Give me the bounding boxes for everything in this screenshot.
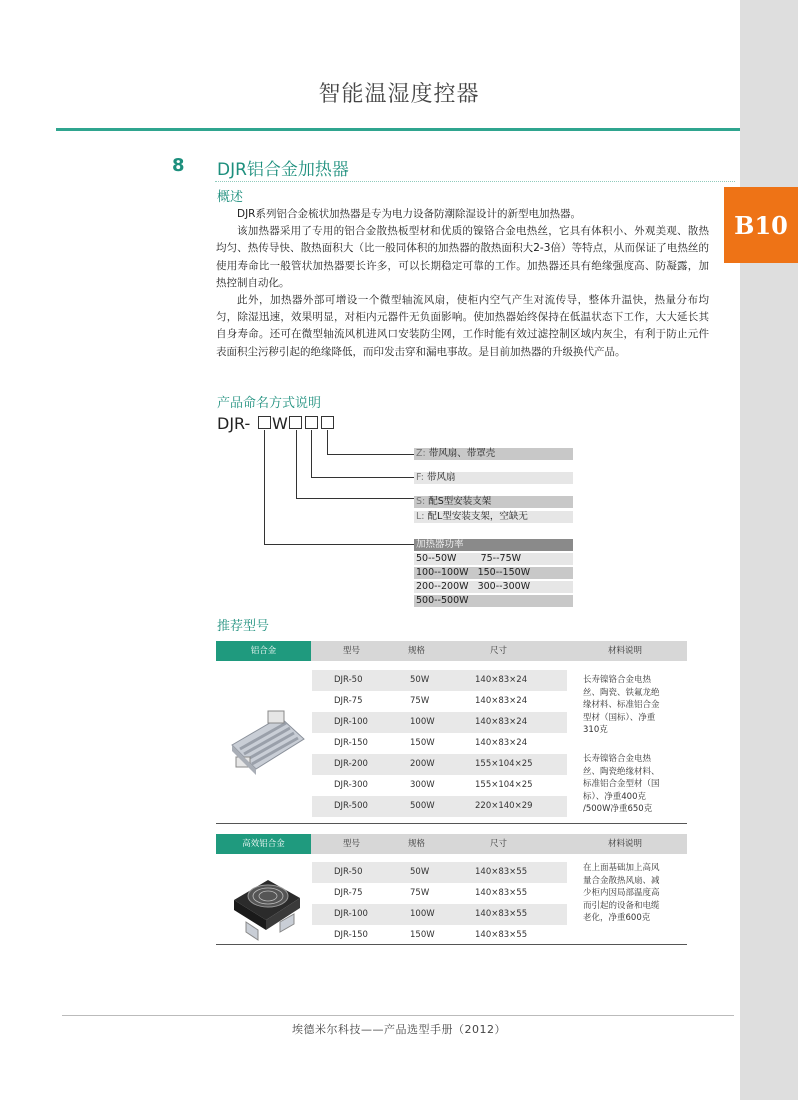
desc-line: 310克: [583, 725, 608, 735]
desc-line: 少柜内因局部温度高: [583, 888, 660, 898]
desc-line: 缘材料、标准铝合金: [583, 700, 660, 710]
option-s-letter: S:: [416, 496, 426, 507]
footer-divider: [62, 1015, 734, 1016]
material-desc: [583, 753, 683, 816]
option-f-text: 带风扇: [426, 472, 456, 483]
material-desc: [583, 862, 683, 925]
material-desc: [583, 674, 683, 737]
option-f-letter: F:: [416, 472, 424, 483]
cell-size: 140×83×24: [475, 696, 528, 706]
cell-spec: 50W: [410, 867, 430, 877]
table-row: [312, 796, 567, 817]
option-l-letter: L:: [416, 511, 425, 522]
desc-line: 在上面基础加上高风: [583, 863, 660, 873]
footer-text: 埃德米尔科技——产品选型手册（2012）: [292, 1023, 506, 1036]
section-number: 8: [172, 155, 185, 176]
table-row: [312, 775, 567, 796]
section-tag: B10: [724, 187, 798, 263]
desc-line: 标准铝合金型材（国: [583, 779, 660, 789]
col-size: 尺寸: [490, 646, 508, 656]
cell-size: 140×83×55: [475, 909, 528, 919]
code-boxes-options: [289, 416, 334, 429]
table-row: [312, 754, 567, 775]
cell-model: DJR-150: [334, 930, 368, 940]
category-label: 铝合金: [216, 641, 311, 661]
cell-size: 155×104×25: [475, 759, 533, 769]
cell-size: 140×83×24: [475, 717, 528, 727]
fan-heater-image: [228, 860, 308, 944]
naming-heading: 产品命名方式说明: [217, 396, 322, 411]
table-row: [312, 712, 567, 733]
cell-spec: 50W: [410, 675, 430, 685]
code-box-z: [321, 416, 334, 429]
spec-table-high-efficiency: [216, 834, 687, 954]
cell-model: DJR-75: [334, 888, 363, 898]
cell-size: 155×104×25: [475, 780, 533, 790]
table-row: [312, 862, 567, 883]
option-z-letter: Z:: [416, 448, 426, 459]
col-spec: 规格: [408, 839, 426, 849]
table-row: [312, 904, 567, 925]
cell-spec: 75W: [410, 696, 430, 706]
desc-line: 丝、陶瓷绝缘材料、: [583, 766, 660, 777]
cell-spec: 150W: [410, 930, 435, 940]
connector-power: [264, 430, 265, 545]
overview-paragraph: 此外，加热器外部可增设一个微型轴流风扇，使柜内空气产生对流传导，整体升温快，热量分布均匀，除湿迅速，效果明显，对柜内元器件无负面影响。使加热器始终保持在低温状态下工作，大大延长其自身寿命。还可在微型轴流风机进风口安装防尘网，工作时能有效过滤控制区域内灰尘，有利于防止元件表面积尘污秽引起的绝缘降低，而印发击穿和漏电事故。是目前加热器的升级换代产品。: [216, 294, 709, 358]
col-material: 材料说明: [608, 839, 643, 849]
desc-line: 老化，净重600克: [583, 913, 651, 923]
power-title: 加热器功率: [414, 539, 573, 551]
cell-size: 140×83×55: [475, 888, 528, 898]
cell-spec: 100W: [410, 909, 435, 919]
connector-z: [327, 454, 414, 455]
code-prefix: DJR-: [217, 414, 251, 433]
desc-line: 标）、净重400克: [583, 791, 646, 802]
table-row: [312, 883, 567, 904]
table-header: [216, 641, 687, 661]
page-title: 智能温湿度控器: [318, 82, 480, 107]
aluminum-heater-image: [224, 701, 308, 791]
cell-spec: 500W: [410, 801, 435, 811]
section-title: DJR铝合金加热器: [217, 160, 349, 180]
power-row: 200--200W 300--300W: [414, 581, 573, 593]
overview-paragraph: DJR系列铝合金梳状加热器是专为电力设备防潮除湿设计的新型电加热器。: [237, 208, 581, 220]
cell-model: DJR-100: [334, 717, 368, 727]
col-model: 型号: [343, 646, 361, 656]
option-l-text: 配L型安装支架，空缺无: [427, 511, 528, 522]
cell-model: DJR-200: [334, 759, 368, 769]
connector-s: [296, 430, 297, 499]
recommended-heading: 推荐型号: [217, 619, 270, 634]
power-row: 100--100W 150--150W: [414, 567, 573, 579]
cell-size: 140×83×24: [475, 738, 528, 748]
desc-line: 型材（国标）、净重: [583, 712, 656, 723]
model-code: [217, 414, 250, 433]
cell-size: 140×83×55: [475, 867, 528, 877]
desc-line: 量合金散热风扇、减: [583, 875, 660, 886]
cell-model: DJR-150: [334, 738, 368, 748]
option-s-text: 配S型安装支架: [428, 496, 492, 507]
code-w: [272, 414, 288, 433]
overview-paragraph: 该加热器采用了专用的铝合金散热板型材和优质的镍铬合金电热丝，它具有体积小、外观美观、散热均匀、热传导快、散热面积大（比一般同体积的加热器的散热面积大2-3倍）等特点，从而保证了电热丝的使用寿命比一般管状加热器要长许多，可以长期稳定可靠的工作。加热器还具有绝缘强度高、防凝露，加热控制自动化。: [216, 225, 709, 289]
spec-table-aluminum: [216, 641, 687, 851]
option-s: [414, 496, 573, 508]
code-box-s: [289, 416, 302, 429]
category-label: 高效铝合金: [216, 834, 311, 854]
cell-model: DJR-500: [334, 801, 368, 811]
power-row: 50--50W 75--75W: [414, 553, 573, 565]
power-row: 500--500W: [414, 595, 573, 607]
connector-f: [311, 477, 414, 478]
table-header: [216, 834, 687, 854]
desc-line: 长寿镍铬合金电热: [583, 754, 652, 764]
code-box-power: [258, 416, 271, 429]
connector-power: [264, 544, 414, 545]
option-z-text: 带风扇、带罩壳: [428, 448, 496, 459]
col-spec: 规格: [408, 646, 426, 656]
table-row: [312, 925, 567, 946]
cell-model: DJR-50: [334, 675, 363, 685]
cell-model: DJR-50: [334, 867, 363, 877]
cell-model: DJR-75: [334, 696, 363, 706]
connector-f: [311, 430, 312, 478]
overview-body: [216, 206, 709, 361]
cell-spec: 100W: [410, 717, 435, 727]
overview-heading: 概述: [217, 190, 244, 205]
section-divider: [215, 181, 735, 183]
table-rule: [216, 823, 687, 824]
cell-size: 140×83×55: [475, 930, 528, 940]
connector-s: [296, 498, 414, 499]
desc-line: 丝、陶瓷、铁氟龙绝: [583, 687, 660, 698]
col-material: 材料说明: [608, 646, 643, 656]
cell-size: 140×83×24: [475, 675, 528, 685]
table-row: [312, 733, 567, 754]
option-f: [414, 472, 573, 484]
table-row: [312, 691, 567, 712]
side-strip: [740, 0, 798, 1100]
header-divider: [56, 128, 740, 131]
col-model: 型号: [343, 839, 361, 849]
option-z: [414, 448, 573, 460]
desc-line: 长寿镍铬合金电热: [583, 675, 652, 685]
cell-spec: 150W: [410, 738, 435, 748]
option-l: [414, 511, 573, 523]
table-row: [312, 670, 567, 691]
connector-z: [327, 430, 328, 455]
code-w-letter: W: [272, 414, 288, 433]
desc-line: 而引起的设备和电缆: [583, 900, 660, 911]
col-size: 尺寸: [490, 839, 508, 849]
cell-size: 220×140×29: [475, 801, 533, 811]
cell-spec: 75W: [410, 888, 430, 898]
code-box-f: [305, 416, 318, 429]
cell-spec: 300W: [410, 780, 435, 790]
cell-model: DJR-100: [334, 909, 368, 919]
desc-line: /500W净重650克: [583, 804, 653, 814]
cell-spec: 200W: [410, 759, 435, 769]
table-rule: [216, 944, 687, 945]
cell-model: DJR-300: [334, 780, 368, 790]
